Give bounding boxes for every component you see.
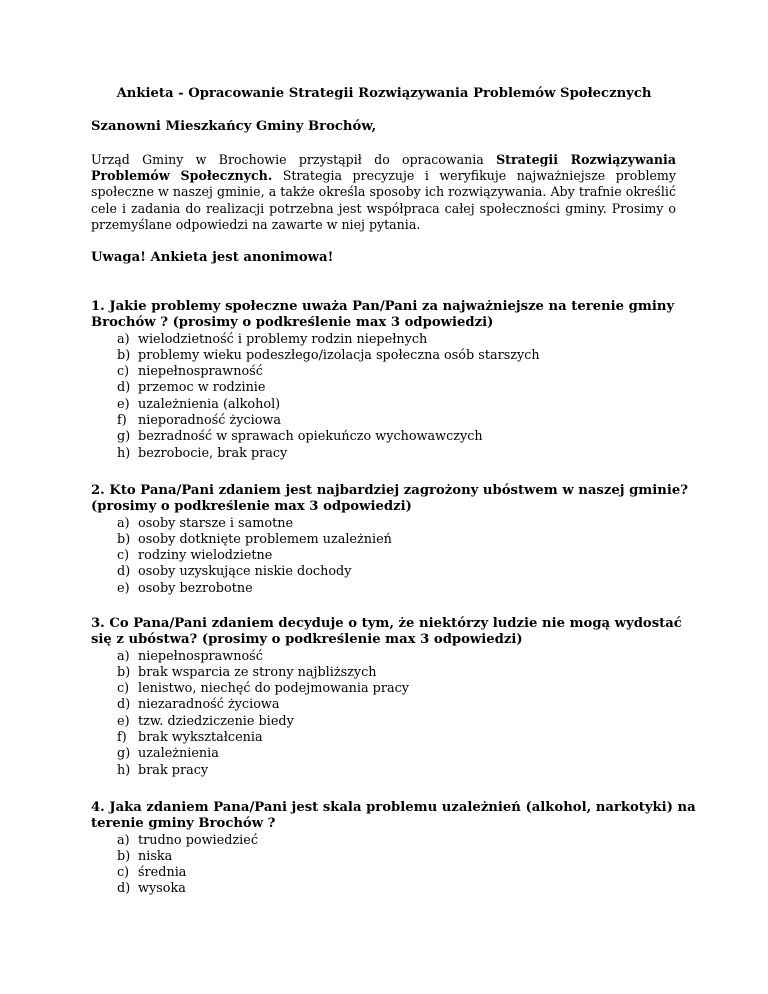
option-letter: c) [117,865,130,881]
option-text: trudno powiedzieć [138,832,258,848]
option-text: uzależnienia (alkohol) [138,396,281,412]
option-text: tzw. dziedziczenie biedy [138,713,294,729]
option-text: brak pracy [138,762,209,778]
option-letter: h) [117,445,131,461]
answer-option[interactable] [91,564,681,580]
anonymity-note: Uwaga! Ankieta jest anonimowa! [91,250,334,265]
answer-option[interactable] [91,649,681,665]
question-3 [91,616,681,779]
option-text: osoby dotknięte problemem uzależnień [138,531,392,547]
question-1-title [91,299,681,332]
option-letter: d) [117,380,131,396]
answer-option[interactable] [91,397,681,413]
option-text: nieporadność życiowa [138,413,282,429]
question-title-line: Brochów ? (prosimy o podkreślenie max 3 odpowiedzi) [91,315,494,331]
option-letter: a) [117,515,130,531]
answer-option[interactable] [91,429,681,445]
option-letter: d) [117,697,131,713]
answer-option[interactable] [91,763,681,779]
answer-option[interactable] [91,697,681,713]
option-text: problemy wieku podeszłego/izolacja społeczna osób starszych [138,347,540,363]
option-text: wysoka [138,881,186,897]
option-letter: e) [117,713,130,729]
option-text: lenistwo, niechęć do podejmowania pracy [138,681,410,697]
option-letter: b) [117,347,131,363]
question-2-title [91,483,688,516]
option-letter: b) [117,664,131,680]
question-3-options [91,649,681,779]
answer-option[interactable] [91,413,681,429]
option-letter: d) [117,564,131,580]
answer-option[interactable] [91,516,681,532]
question-4-options [91,833,681,898]
option-letter: f) [117,413,127,429]
question-3-title [91,616,681,649]
question-title-line: 4. Jaka zdaniem Pana/Pani jest skala problemu uzależnień (alkohol, narkotyki) na [91,800,696,815]
question-2-options [91,516,681,597]
answer-option[interactable] [91,881,681,897]
question-4 [91,800,696,898]
option-letter: e) [117,396,130,412]
option-text: niska [138,848,173,864]
answer-option[interactable] [91,581,681,597]
answer-option[interactable] [91,833,681,849]
question-title-line: terenie gminy Brochów ? [91,816,276,832]
answer-option[interactable] [91,746,681,762]
option-text: rodziny wielodzietne [138,548,273,564]
option-text: uzależnienia [138,746,219,762]
document-title: Ankieta - Opracowanie Strategii Rozwiązywania Problemów Społecznych [116,86,652,101]
intro-text-before: Urząd Gminy w Brochowie przystąpił do opracowania [91,152,497,167]
answer-option[interactable] [91,548,681,564]
intro-text-after: Strategia precyzuje i weryfikuje najważniejsze problemy społeczne w naszej gminie, a także określa sposoby ich rozwiązywania. Aby trafnie określić cele i zadania do realizacji potrzebna jest współpraca całej społeczności gminy. Prosimy o przemyślane odpowiedzi na zawarte w niej pytania. [91,168,676,232]
question-1-options [91,332,681,462]
question-title-line: się z ubóstwa? (prosimy o podkreślenie max 3 odpowiedzi) [91,632,523,648]
option-text: osoby starsze i samotne [138,515,294,531]
answer-option[interactable] [91,380,681,396]
option-text: przemoc w rodzinie [138,380,266,396]
option-text: bezradność w sprawach opiekuńczo wychowawczych [138,429,483,445]
option-text: niezaradność życiowa [138,697,280,713]
option-letter: a) [117,832,130,848]
answer-option[interactable] [91,332,681,348]
option-letter: c) [117,364,130,380]
answer-option[interactable] [91,865,681,881]
option-letter: a) [117,331,130,347]
option-letter: g) [117,429,131,445]
answer-option[interactable] [91,364,681,380]
greeting: Szanowni Mieszkańcy Gminy Brochów, [91,119,377,134]
option-letter: e) [117,580,130,596]
answer-option[interactable] [91,714,681,730]
option-text: wielodzietność i problemy rodzin niepełnych [138,331,428,347]
option-letter: a) [117,648,130,664]
question-2 [91,483,688,597]
answer-option[interactable] [91,681,681,697]
question-title-line: (prosimy o podkreślenie max 3 odpowiedzi) [91,499,412,515]
answer-option[interactable] [91,446,681,462]
option-text: osoby uzyskujące niskie dochody [138,564,352,580]
option-letter: b) [117,848,131,864]
question-title-line: 2. Kto Pana/Pani zdaniem jest najbardziej zagrożony ubóstwem w naszej gminie? [91,483,688,498]
option-text: średnia [138,865,187,881]
question-title-line: 1. Jakie problemy społeczne uważa Pan/Pani za najważniejsze na terenie gminy [91,299,675,314]
option-text: niepełnosprawność [138,364,263,380]
option-text: brak wsparcia ze strony najbliższych [138,664,377,680]
answer-option[interactable] [91,730,681,746]
option-letter: g) [117,746,131,762]
question-title-line: 3. Co Pana/Pani zdaniem decyduje o tym, że niektórzy ludzie nie mogą wydostać [91,616,682,631]
answer-option[interactable] [91,532,681,548]
answer-option[interactable] [91,665,681,681]
question-4-title [91,800,696,833]
option-letter: h) [117,762,131,778]
option-letter: b) [117,531,131,547]
option-letter: d) [117,881,131,897]
answer-option[interactable] [91,348,681,364]
option-text: bezrobocie, brak pracy [138,445,288,461]
answer-option[interactable] [91,849,681,865]
option-letter: c) [117,548,130,564]
intro-paragraph [91,152,676,233]
option-text: osoby bezrobotne [138,580,253,596]
option-letter: f) [117,730,127,746]
question-1 [91,299,681,462]
option-text: brak wykształcenia [138,730,263,746]
option-text: niepełnosprawność [138,648,263,664]
option-letter: c) [117,681,130,697]
intro-strategy-name: Strategii Rozwiązywania Problemów Społecznych. [91,152,676,184]
